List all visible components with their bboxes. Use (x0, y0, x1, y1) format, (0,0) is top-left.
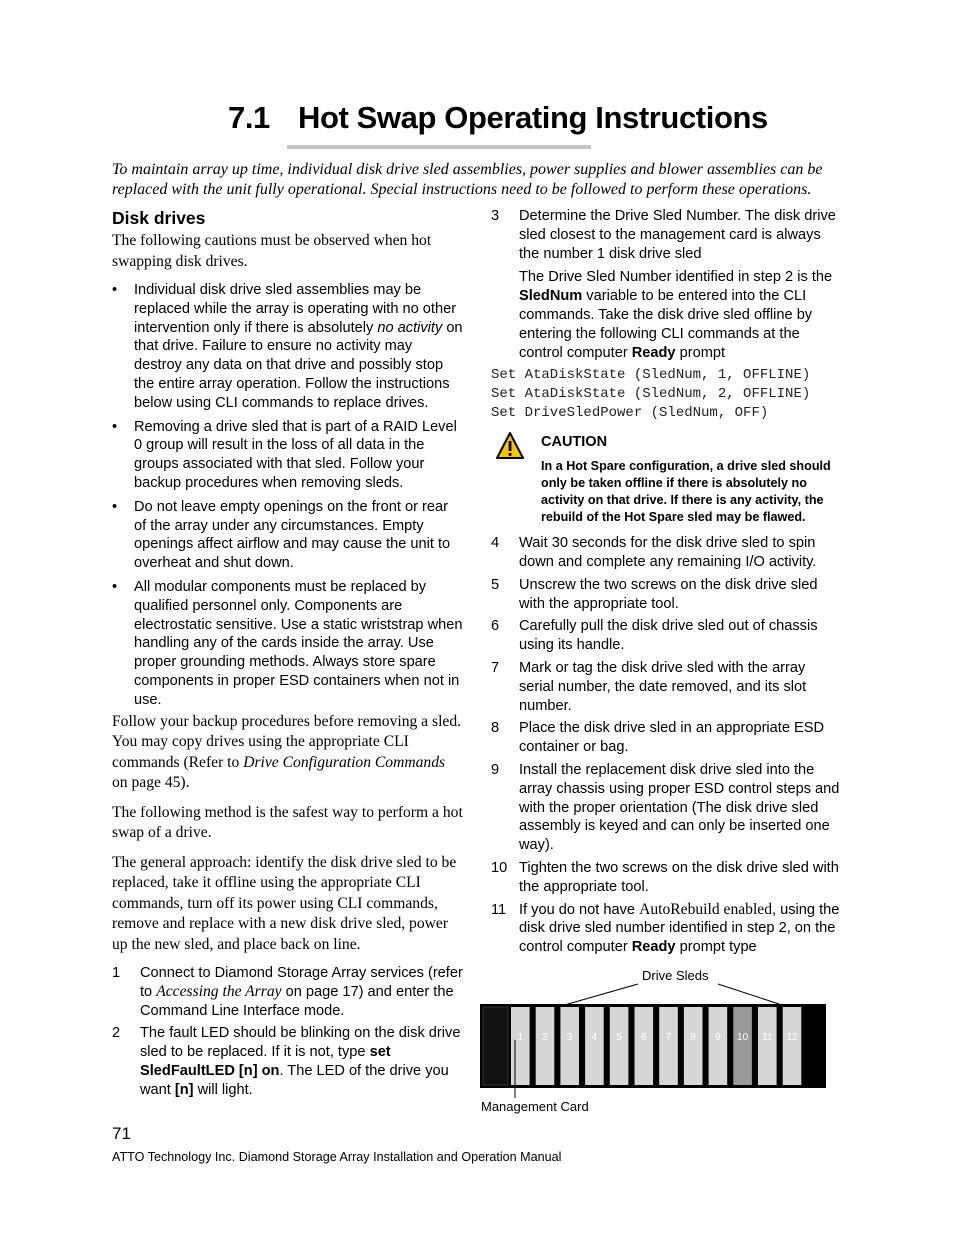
drive-sled-slot (536, 1007, 555, 1085)
step-4: 4 Wait 30 seconds for the disk drive sled to spin down and complete any remaining I/O activity. (491, 535, 817, 570)
drive-sled-slot (783, 1007, 802, 1085)
caution-title: CAUTION (541, 434, 608, 451)
drive-sled-slot (733, 1007, 752, 1085)
drive-sled-slot (659, 1007, 678, 1085)
drive-sleds-label: Drive Sleds (642, 968, 709, 983)
leader-line (561, 984, 638, 1006)
drive-sled-number: 11 (762, 1032, 773, 1043)
drive-sled-number: 7 (665, 1032, 672, 1043)
step-1: 1 Connect to Diamond Storage Array services (refer to Accessing the Array on page 17) and enter the Command Line Interface mode. (112, 965, 463, 1019)
drive-sled-number: 9 (715, 1032, 721, 1043)
lead-paragraph: The following cautions must be observed when hot swapping disk drives. (112, 232, 432, 270)
drive-sled-slot (585, 1007, 604, 1085)
title-underline (287, 145, 591, 149)
warning-triangle-icon (495, 431, 525, 461)
step-3: 3 Determine the Drive Sled Number. The disk drive sled closest to the management card is always the number 1 disk drive sled (491, 208, 836, 262)
drive-sled-number: 6 (641, 1032, 647, 1043)
caution-box (491, 433, 841, 526)
drive-sled-slot (560, 1007, 579, 1085)
step-2: 2 The fault LED should be blinking on the disk drive sled to be replaced. If it is not, type set SledFaultLED [n] on. The LED of the drive you want [n] will light. (112, 1025, 461, 1098)
drive-sled-number: 4 (591, 1032, 598, 1043)
drive-sled-slot (511, 1007, 530, 1085)
leader-line (718, 984, 785, 1006)
drive-sled-slot (709, 1007, 728, 1085)
bullet-item: • Individual disk drive sled assemblies may be replaced while the array is operating with no other intervention only if there is absolutely no activity on that drive. Failure to ensure no activity may destroy any data on that drive and possibly stop the entire array operation. Follow the instructions below using CLI commands to replace drives. (112, 282, 463, 411)
drive-sled-number: 5 (616, 1032, 622, 1043)
code-line: Set AtaDiskState (SledNum, 2, OFFLINE) (491, 386, 811, 403)
subheading-disk-drives: Disk drives (112, 208, 206, 228)
bullet-item: • Removing a drive sled that is part of a RAID Level 0 group will result in the loss of all data in the groups associated with that sled. Follow your backup procedures when removing sleds. (112, 418, 457, 491)
code-line: Set AtaDiskState (SledNum, 1, OFFLINE) (491, 367, 811, 384)
caution-body: In a Hot Spare configuration, a drive sled should only be taken offline if there is absolutely no activity on that drive. If there is any activity, the rebuild of the Hot Spare sled may be flawed. (541, 459, 831, 525)
step-5: 5 Unscrew the two screws on the disk drive sled with the appropriate tool. (491, 576, 818, 612)
drive-sled-number: 3 (566, 1032, 573, 1043)
approach-paragraph: The general approach: identify the disk drive sled to be replaced, take it offline using the appropriate CLI commands, turn off its power using CLI commands, remove and replace with a new disk drive sled, power up the new sled, and place back on line. (112, 853, 457, 953)
section-number: 7.1 (228, 100, 270, 135)
page-number: 71 (112, 1124, 131, 1143)
step-9: 9 Install the replacement disk drive sled into the array chassis using proper ESD control steps and with the proper orientation (The disk drive sled assembly is keyed and can only be inserted one way). (491, 761, 840, 854)
right-column (491, 207, 841, 961)
drive-sled-number: 8 (690, 1032, 696, 1043)
drive-sled-slot (610, 1007, 629, 1085)
drive-sled-number: 1 (517, 1032, 524, 1043)
footer-text: ATTO Technology Inc. Diamond Storage Array Installation and Operation Manual (112, 1150, 562, 1164)
cli-code-block (491, 366, 841, 423)
drive-sled-slot (635, 1007, 654, 1085)
left-column (112, 207, 464, 1104)
management-card-label: Management Card (481, 1099, 589, 1114)
step-11: 11 If you do not have AutoRebuild enabled, using the disk drive sled number identified in step 2, on the control computer Ready prompt type (491, 900, 840, 956)
drive-sled-number: 2 (542, 1032, 548, 1043)
drive-sled-number: 10 (737, 1032, 749, 1043)
code-line: Set DriveSledPower (SledNum, OFF) (491, 405, 769, 422)
step-10: 10 Tighten the two screws on the disk drive sled with the appropriate tool. (491, 859, 839, 895)
intro-paragraph: To maintain array up time, individual disk drive sled assemblies, power supplies and blower assemblies can be replaced with the unit fully operational. Special instructions need to be followed to perform these operations. (112, 161, 823, 198)
step-6: 6 Carefully pull the disk drive sled out of chassis using its handle. (491, 618, 818, 654)
section-title-text: Hot Swap Operating Instructions (298, 100, 768, 135)
drive-sled-number: 12 (786, 1032, 798, 1043)
method-paragraph: The following method is the safest way to perform a hot swap of a drive. (112, 803, 463, 842)
step-7: 7 Mark or tag the disk drive sled with the array serial number, the date removed, and its slot number. (491, 659, 807, 714)
section-title (228, 100, 768, 136)
bullet-item: • Do not leave empty openings on the front or rear of the array under any circumstances. Empty openings affect airflow and may cause the unit to overheat and shut down. (112, 498, 451, 572)
step-8: 8 Place the disk drive sled in an appropriate ESD container or bag. (491, 720, 825, 756)
drive-sled-slot (758, 1007, 777, 1085)
management-card (483, 1007, 508, 1085)
backup-paragraph: Follow your backup procedures before removing a sled. You may copy drives using the appropriate CLI commands (Refer to Drive Configuration Commands on page 45). (112, 712, 462, 792)
chassis-diagram (478, 980, 834, 1100)
step-3-detail: The Drive Sled Number identified in step 2 is the SledNum variable to be entered into the CLI commands. Take the disk drive sled offline by entering the following CLI commands at the control computer Ready prompt (519, 269, 833, 361)
drive-sled-slot (684, 1007, 703, 1085)
bullet-item: • All modular components must be replaced by qualified personnel only. Components are electrostatic sensitive. Use a static wriststrap when handling any of the cards inside the array. Use proper grounding methods. Always store spare components in proper ESD containers when not in use. (112, 578, 463, 708)
